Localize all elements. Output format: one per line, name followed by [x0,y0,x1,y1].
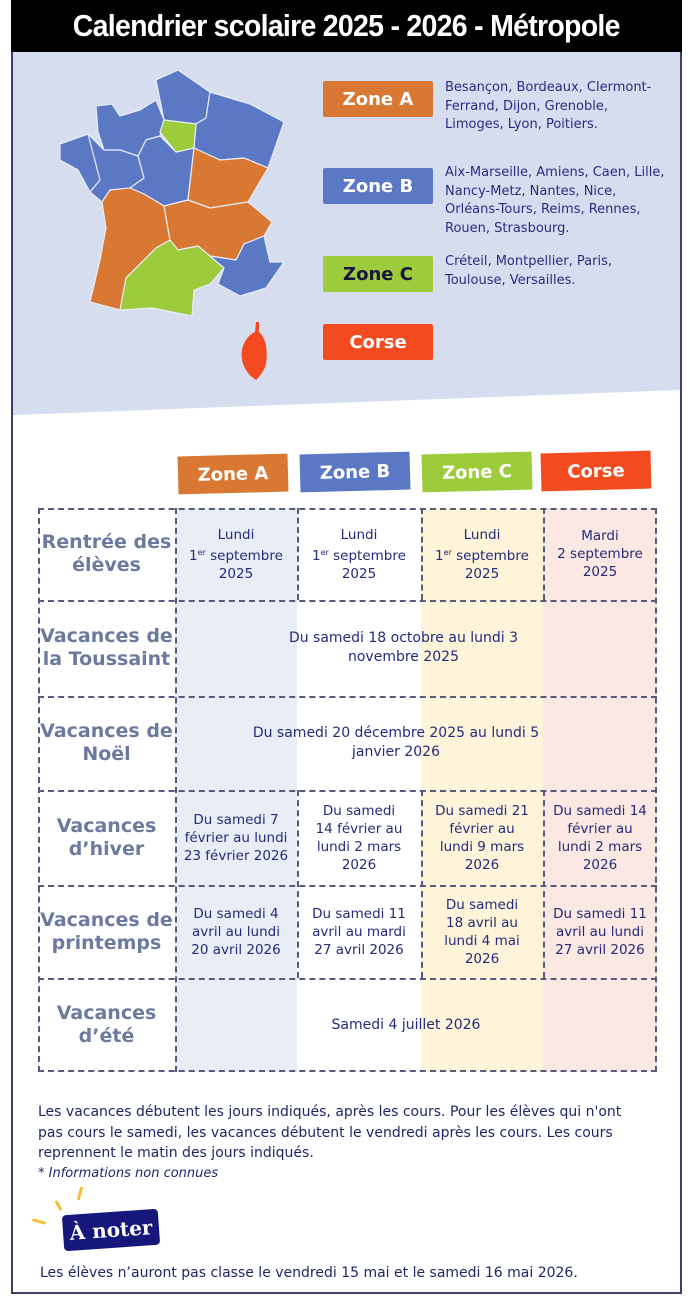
cell-printemps-zone-b: Du samedi 11 avril au mardi 27 avril 2026 [312,905,406,958]
column-header-zone-a: Zone A [178,454,289,495]
column-header-corse: Corse [541,451,652,492]
grid-line [655,508,657,1072]
cell-printemps-zone-a: Du samedi 4 avril au lundi 20 avril 2026 [191,905,281,958]
map-region-corse [242,322,267,380]
grid-line [38,508,657,510]
row-label-printemps: Vacances de printemps [40,908,173,954]
cell-toussaint-all-zones: Du samedi 18 octobre au lundi 3 novembre 2025 [288,630,519,665]
legend-zone-c [323,256,645,292]
column-header-zone-c: Zone C [422,452,533,493]
grid-line [175,508,177,1072]
a-noter-text: Les élèves n’auront pas classe le vendredi 15 mai et le samedi 16 mai 2026. [40,1265,578,1281]
cell-hiver-zone-a: Du samedi 7 février au lundi 23 février 2026 [183,811,289,864]
legend-zone-b [323,165,670,238]
cell-printemps-corse: Du samedi 11 avril au lundi 27 avril 2026 [553,905,647,958]
zone-c-cities: Créteil, Montpellier, Paris, Toulouse, Versailles. [445,254,613,288]
grid-line [421,508,423,600]
map-region-zone-b [156,70,210,124]
row-label-ete: Vacances d’été [56,1002,157,1047]
cell-rentree-zone-b: Lundi 1er septembre 2025 [312,526,406,582]
cell-noel-all-zones: Du samedi 20 décembre 2025 au lundi 5 janvier 2026 [252,725,540,760]
cell-ete-all-zones: Samedi 4 juillet 2026 [331,1016,481,1033]
row-label-toussaint: Vacances de la Toussaint [40,625,173,670]
grid-line [38,790,657,792]
zone-b-badge: Zone B [323,168,433,204]
grid-line [38,1070,657,1072]
row-label-rentree: Rentrée des élèves [41,531,172,576]
grid-line [297,790,299,978]
cell-rentree-zone-c: Lundi 1er septembre 2025 [435,526,529,582]
grid-line [38,978,657,980]
grid-line [38,885,657,887]
grid-line [543,790,545,978]
cell-rentree-zone-a: Lundi 1er septembre 2025 [189,526,283,582]
zone-c-badge: Zone C [323,256,433,292]
grid-line [38,508,40,1072]
zone-a-cities: Besançon, Bordeaux, Clermont-Ferrand, Dijon, Grenoble, Limoges, Lyon, Poitiers. [445,80,652,132]
grid-line [421,790,423,978]
grid-line [297,508,299,600]
a-noter-badge: À noter [62,1209,160,1252]
page-title: Calendrier scolaire 2025 - 2026 - Métropole [73,8,620,43]
notes-paragraph: Les vacances débutent les jours indiqués, après les cours. Pour les élèves qui n'ont pas cours le samedi, les vacances débutent le vendredi après les cours. Les cours reprennent le matin des jours indiqués. [38,1104,622,1161]
row-label-hiver: Vacances d’hiver [56,814,157,860]
legend-zone-a [323,81,670,135]
title-bar [11,0,682,52]
column-header-zone-b: Zone B [300,452,411,493]
cell-hiver-corse: Du samedi 14 février au lundi 2 mars 2026 [553,802,647,873]
france-zones-map [60,60,300,380]
grid-line [38,696,657,698]
cell-hiver-zone-b: Du samedi 14 février au lundi 2 mars 2026 [315,802,403,873]
footnote-unknown-info: * Informations non connues [38,1166,219,1181]
legend-corse [323,324,433,360]
grid-line [38,600,657,602]
zone-a-badge: Zone A [323,81,433,117]
corse-badge: Corse [323,324,433,360]
row-label-noel: Vacances de Noël [40,720,173,765]
zone-b-cities: Aix-Marseille, Amiens, Caen, Lille, Nancy-Metz, Nantes, Nice, Orléans-Tours, Reims, Rennes, Rouen, Strasbourg. [445,165,665,236]
cell-hiver-zone-c: Du samedi 21 février au lundi 9 mars 2026 [435,802,529,873]
cell-rentree-corse: Mardi 2 septembre 2025 [557,528,643,580]
calendar-table [38,508,657,1072]
grid-line [543,508,545,600]
cell-printemps-zone-c: Du samedi 18 avril au lundi 4 mai 2026 [444,896,520,967]
